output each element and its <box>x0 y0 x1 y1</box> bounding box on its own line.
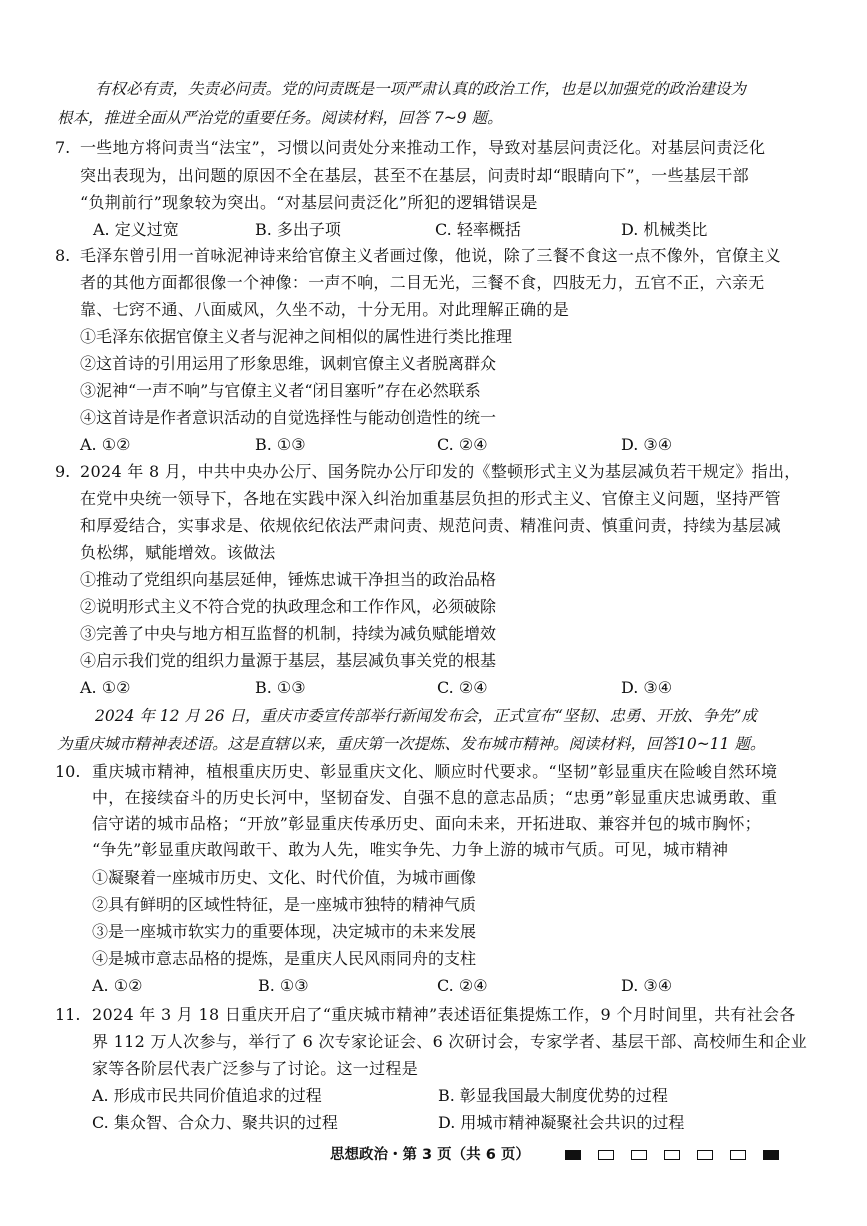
question-11-option-b[interactable]: B. 彰显我国最大制度优势的过程 <box>438 1086 668 1105</box>
question-11-stem-line-2: 界 112 万人次参与，举行了 6 次专家论证会、6 次研讨会，专家学者、基层干部、高校师生和企业 <box>92 1032 808 1051</box>
question-8-stem-line-2: 者的其他方面都很像一个神像：一声不响，二目无光，三餐不食，四肢无力，五官不正，六亲无 <box>80 273 765 292</box>
question-10-item-4: ④是城市意志品格的提炼，是重庆人民风雨同舟的支柱 <box>92 949 477 968</box>
question-9-stem-line-2: 在党中央统一领导下，各地在实践中深入纠治加重基层负担的形式主义、官僚主义问题，坚持严管 <box>80 489 781 508</box>
question-10-option-d[interactable]: D. ③④ <box>621 976 673 995</box>
question-8-item-1: ①毛泽东依据官僚主义者与泥神之间相似的属性进行类比推理 <box>80 327 513 346</box>
question-10-option-a[interactable]: A. ①② <box>92 976 143 995</box>
page-mark-4 <box>664 1150 680 1160</box>
question-7-option-d[interactable]: D. 机械类比 <box>621 220 708 239</box>
question-10-stem-line-2: 中，在接续奋斗的历史长河中，坚韧奋发、自强不息的意志品质；“忠勇”彰显重庆忠诚勇敢、重 <box>92 788 778 807</box>
intro-2-line-2: 为重庆城市精神表述语。这是直辖以来，重庆第一次提炼、发布城市精神。阅读材料，回答10~11 题。 <box>57 735 766 753</box>
question-10-option-b[interactable]: B. ①③ <box>258 976 309 995</box>
question-9-item-2: ②说明形式主义不符合党的执政理念和工作作风，必须破除 <box>80 597 497 616</box>
question-9-number: 9. <box>55 462 71 481</box>
question-9-item-1: ①推动了党组织向基层延伸，锤炼忠诚干净担当的政治品格 <box>80 570 497 589</box>
question-7-option-c[interactable]: C. 轻率概括 <box>435 220 521 239</box>
question-9-stem-line-1: 2024 年 8 月，中共中央办公厅、国务院办公厅印发的《整顿形式主义为基层减负若干规定》指出， <box>80 462 801 481</box>
intro-1-line-2: 根本，推进全面从严治党的重要任务。阅读材料，回答 7~9 题。 <box>57 109 503 127</box>
question-9-option-c[interactable]: C. ②④ <box>437 678 488 697</box>
page-mark-5 <box>697 1150 713 1160</box>
intro-1-line-1: 有权必有责，失责必问责。党的问责既是一项严肃认真的政治工作，也是以加强党的政治建设为 <box>95 80 747 98</box>
question-8-item-3: ③泥神“一声不响”与官僚主义者“闭目塞听”存在必然联系 <box>80 381 481 400</box>
question-8-option-c[interactable]: C. ②④ <box>437 435 488 454</box>
question-8-item-4: ④这首诗是作者意识活动的自觉选择性与能动创造性的统一 <box>80 408 497 427</box>
question-10-item-3: ③是一座城市软实力的重要体现，决定城市的未来发展 <box>92 922 477 941</box>
question-9-item-3: ③完善了中央与地方相互监督的机制，持续为减负赋能增效 <box>80 624 497 643</box>
question-7-stem-line-1: 一些地方将问责当“法宝”，习惯以问责处分来推动工作，导致对基层问责泛化。对基层问责泛化 <box>80 138 766 157</box>
page-mark-2 <box>598 1150 614 1160</box>
question-7-option-b[interactable]: B. 多出子项 <box>255 220 341 239</box>
question-7-option-a[interactable]: A. 定义过宽 <box>93 220 179 239</box>
question-8-option-a[interactable]: A. ①② <box>80 435 131 454</box>
question-8-option-b[interactable]: B. ①③ <box>255 435 306 454</box>
question-11-option-a[interactable]: A. 形成市民共同价值追求的过程 <box>92 1086 322 1105</box>
question-9-stem-line-3: 和厚爱结合，实事求是、依规依纪依法严肃问责、规范问责、精准问责、慎重问责，持续为基层减 <box>80 516 781 535</box>
question-10-item-2: ②具有鲜明的区域性特征，是一座城市独特的精神气质 <box>92 895 477 914</box>
question-9-option-b[interactable]: B. ①③ <box>255 678 306 697</box>
page-mark-1 <box>565 1150 581 1160</box>
question-8-number: 8. <box>55 246 71 265</box>
question-11-option-c[interactable]: C. 集众智、合众力、聚共识的过程 <box>92 1113 338 1132</box>
question-10-option-c[interactable]: C. ②④ <box>437 976 488 995</box>
page-mark-3 <box>631 1150 647 1160</box>
question-9-item-4: ④启示我们党的组织力量源于基层，基层减负事关党的根基 <box>80 651 497 670</box>
question-7-stem-line-2: 突出表现为，出问题的原因不全在基层，甚至不在基层，问责时却“眼睛向下”，一些基层干部 <box>80 166 749 185</box>
question-9-stem-line-4: 负松绑，赋能增效。该做法 <box>80 543 276 562</box>
page-mark-7 <box>763 1150 779 1160</box>
question-10-stem-line-3: 信守诺的城市品格；“开放”彰显重庆传承历史、面向未来，开拓进取、兼容并包的城市胸怀； <box>92 814 761 833</box>
question-10-stem-line-4: “争先”彰显重庆敢闯敢干、敢为人先，唯实争先、力争上游的城市气质。可见，城市精神 <box>92 840 729 859</box>
question-11-number: 11. <box>55 1005 81 1024</box>
page-mark-6 <box>730 1150 746 1160</box>
question-11-option-d[interactable]: D. 用城市精神凝聚社会共识的过程 <box>438 1113 685 1132</box>
question-11-stem-line-1: 2024 年 3 月 18 日重庆开启了“重庆城市精神”表述语征集提炼工作，9 个月时间里，共有社会各 <box>92 1005 796 1024</box>
question-7-stem-line-3: “负荆前行”现象较为突出。“对基层问责泛化”所犯的逻辑错误是 <box>80 193 538 212</box>
question-10-item-1: ①凝聚着一座城市历史、文化、时代价值，为城市画像 <box>92 868 477 887</box>
question-9-option-d[interactable]: D. ③④ <box>621 678 673 697</box>
page-footer: 思想政治・第 3 页（共 6 页） <box>330 1147 530 1163</box>
intro-2-line-1: 2024 年 12 月 26 日，重庆市委宣传部举行新闻发布会，正式宣布“坚韧、忠勇、开放、争先”成 <box>95 707 757 725</box>
question-8-item-2: ②这首诗的引用运用了形象思维，讽刺官僚主义者脱离群众 <box>80 354 497 373</box>
question-8-stem-line-1: 毛泽东曾引用一首咏泥神诗来给官僚主义者画过像，他说，除了三餐不食这一点不像外，官僚主义 <box>80 246 781 265</box>
question-9-option-a[interactable]: A. ①② <box>80 678 131 697</box>
question-7-number: 7. <box>55 138 71 157</box>
question-8-option-d[interactable]: D. ③④ <box>621 435 673 454</box>
question-11-stem-line-3: 家等各阶层代表广泛参与了讨论。这一过程是 <box>92 1059 419 1078</box>
question-10-number: 10. <box>55 762 81 781</box>
question-8-stem-line-3: 靠、七窍不通、八面威风，久坐不动，十分无用。对此理解正确的是 <box>80 300 570 319</box>
page-position-marks <box>565 1150 779 1160</box>
question-10-stem-line-1: 重庆城市精神，植根重庆历史、彰显重庆文化、顺应时代要求。“坚韧”彰显重庆在险峻自然环境 <box>92 762 778 781</box>
